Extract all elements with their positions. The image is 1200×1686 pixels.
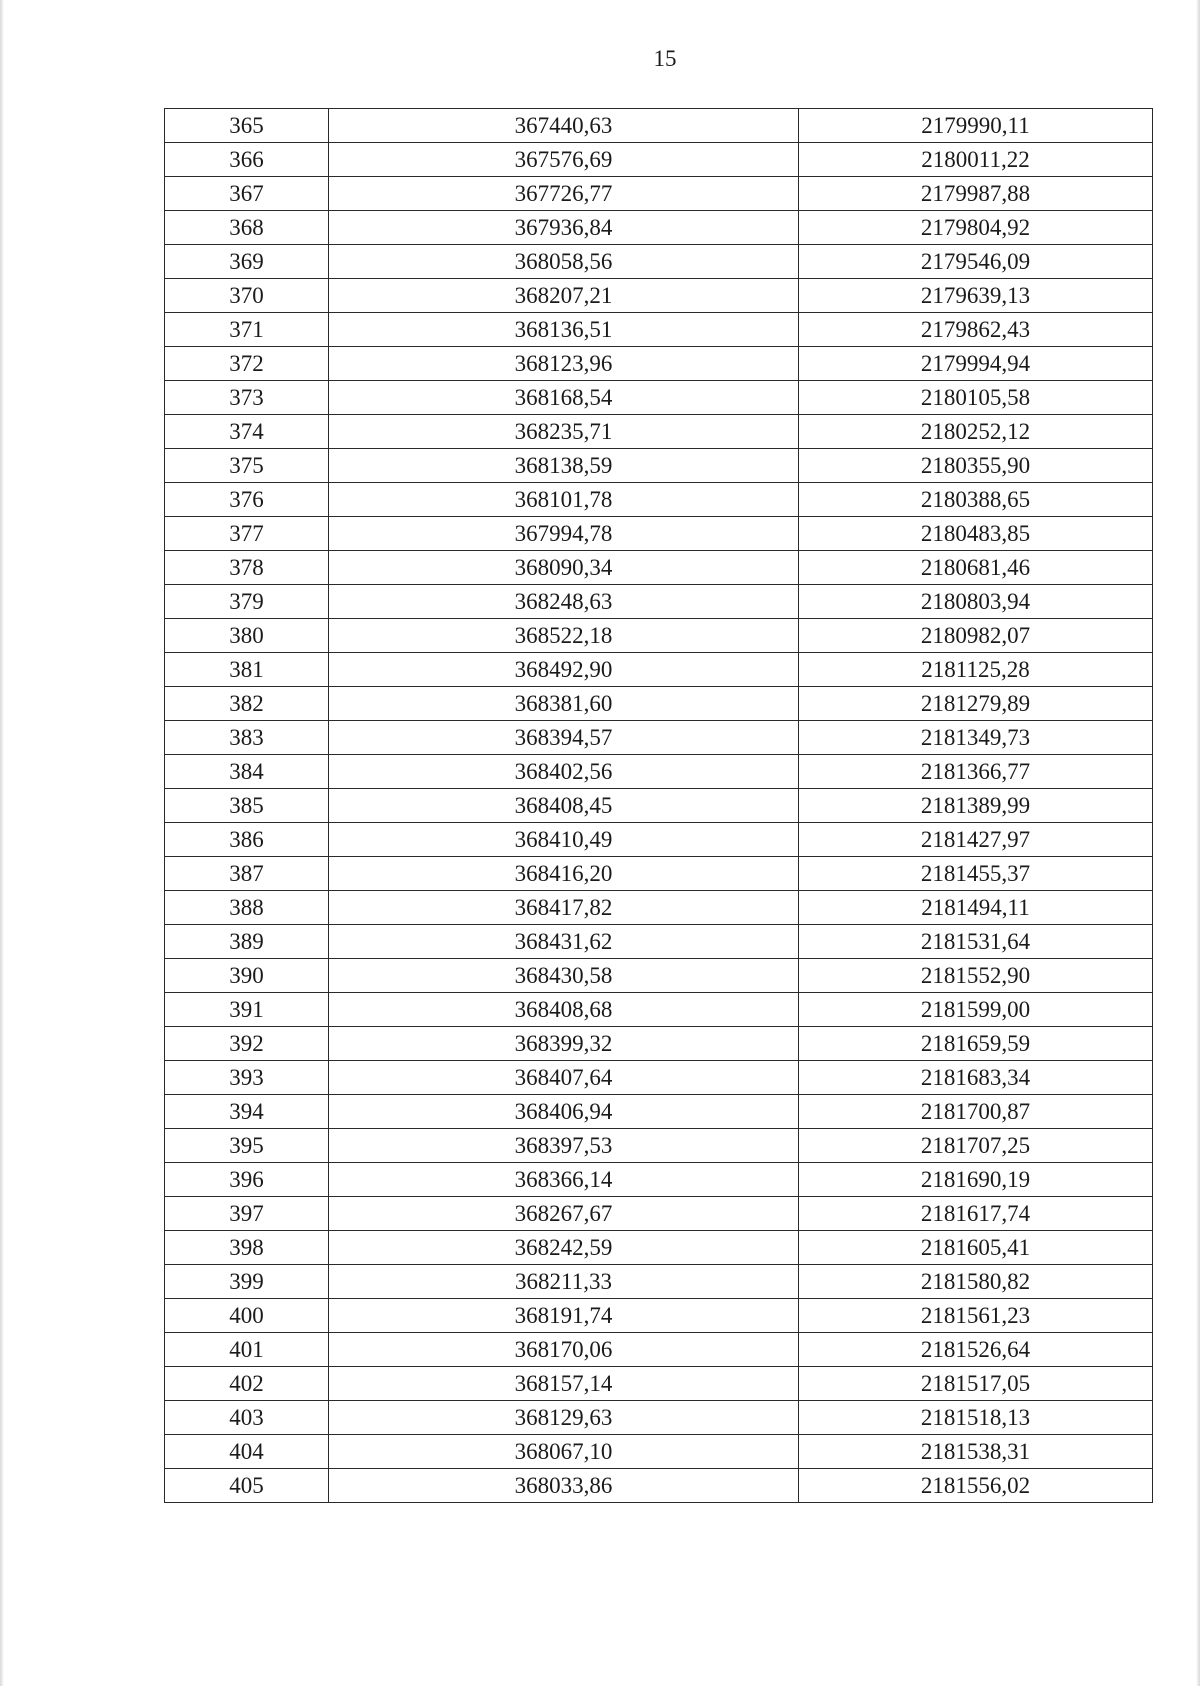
x-coordinate-cell: 368138,59 [329, 449, 799, 483]
table-row [165, 143, 1153, 177]
x-coordinate-cell: 368430,58 [329, 959, 799, 993]
y-coordinate-cell: 2181707,25 [799, 1129, 1153, 1163]
table-row [165, 109, 1153, 143]
table-row [165, 1197, 1153, 1231]
y-coordinate-cell: 2181517,05 [799, 1367, 1153, 1401]
y-coordinate-cell: 2180483,85 [799, 517, 1153, 551]
point-number-cell: 376 [165, 483, 329, 517]
coordinates-table [164, 108, 1153, 1503]
x-coordinate-cell: 368033,86 [329, 1469, 799, 1503]
point-number-cell: 391 [165, 993, 329, 1027]
x-coordinate-cell: 368207,21 [329, 279, 799, 313]
point-number-cell: 403 [165, 1401, 329, 1435]
point-number-cell: 367 [165, 177, 329, 211]
y-coordinate-cell: 2180982,07 [799, 619, 1153, 653]
y-coordinate-cell: 2181580,82 [799, 1265, 1153, 1299]
table-row [165, 449, 1153, 483]
table-row [165, 279, 1153, 313]
y-coordinate-cell: 2181556,02 [799, 1469, 1153, 1503]
point-number-cell: 398 [165, 1231, 329, 1265]
table-row [165, 1435, 1153, 1469]
point-number-cell: 365 [165, 109, 329, 143]
page-number: 15 [653, 46, 677, 71]
point-number-cell: 392 [165, 1027, 329, 1061]
table-row [165, 857, 1153, 891]
x-coordinate-cell: 368242,59 [329, 1231, 799, 1265]
point-number-cell: 390 [165, 959, 329, 993]
x-coordinate-cell: 367726,77 [329, 177, 799, 211]
table-row [165, 1401, 1153, 1435]
x-coordinate-cell: 368406,94 [329, 1095, 799, 1129]
point-number-cell: 389 [165, 925, 329, 959]
table-row [165, 1061, 1153, 1095]
x-coordinate-cell: 368408,45 [329, 789, 799, 823]
point-number-cell: 380 [165, 619, 329, 653]
table-row [165, 483, 1153, 517]
y-coordinate-cell: 2180105,58 [799, 381, 1153, 415]
table-row [165, 245, 1153, 279]
y-coordinate-cell: 2181659,59 [799, 1027, 1153, 1061]
x-coordinate-cell: 368431,62 [329, 925, 799, 959]
x-coordinate-cell: 367440,63 [329, 109, 799, 143]
scan-edge-right [1196, 0, 1200, 1686]
x-coordinate-cell: 368157,14 [329, 1367, 799, 1401]
point-number-cell: 397 [165, 1197, 329, 1231]
table-row [165, 823, 1153, 857]
y-coordinate-cell: 2181700,87 [799, 1095, 1153, 1129]
table-row [165, 1367, 1153, 1401]
point-number-cell: 368 [165, 211, 329, 245]
x-coordinate-cell: 368417,82 [329, 891, 799, 925]
point-number-cell: 399 [165, 1265, 329, 1299]
table-row [165, 1027, 1153, 1061]
y-coordinate-cell: 2179990,11 [799, 109, 1153, 143]
y-coordinate-cell: 2181494,11 [799, 891, 1153, 925]
table-row [165, 925, 1153, 959]
point-number-cell: 374 [165, 415, 329, 449]
y-coordinate-cell: 2179987,88 [799, 177, 1153, 211]
y-coordinate-cell: 2180011,22 [799, 143, 1153, 177]
y-coordinate-cell: 2181279,89 [799, 687, 1153, 721]
table-row [165, 1231, 1153, 1265]
point-number-cell: 377 [165, 517, 329, 551]
y-coordinate-cell: 2181552,90 [799, 959, 1153, 993]
table-row [165, 415, 1153, 449]
point-number-cell: 387 [165, 857, 329, 891]
y-coordinate-cell: 2179639,13 [799, 279, 1153, 313]
x-coordinate-cell: 368366,14 [329, 1163, 799, 1197]
y-coordinate-cell: 2179546,09 [799, 245, 1153, 279]
table-row [165, 1163, 1153, 1197]
x-coordinate-cell: 368235,71 [329, 415, 799, 449]
table-row [165, 177, 1153, 211]
table-row [165, 551, 1153, 585]
point-number-cell: 404 [165, 1435, 329, 1469]
point-number-cell: 386 [165, 823, 329, 857]
x-coordinate-cell: 368123,96 [329, 347, 799, 381]
point-number-cell: 366 [165, 143, 329, 177]
y-coordinate-cell: 2181605,41 [799, 1231, 1153, 1265]
x-coordinate-cell: 368267,67 [329, 1197, 799, 1231]
point-number-cell: 383 [165, 721, 329, 755]
y-coordinate-cell: 2181455,37 [799, 857, 1153, 891]
x-coordinate-cell: 368101,78 [329, 483, 799, 517]
y-coordinate-cell: 2180388,65 [799, 483, 1153, 517]
y-coordinate-cell: 2179994,94 [799, 347, 1153, 381]
point-number-cell: 396 [165, 1163, 329, 1197]
x-coordinate-cell: 368211,33 [329, 1265, 799, 1299]
x-coordinate-cell: 368058,56 [329, 245, 799, 279]
point-number-cell: 385 [165, 789, 329, 823]
table-row [165, 755, 1153, 789]
y-coordinate-cell: 2181683,34 [799, 1061, 1153, 1095]
table-row [165, 891, 1153, 925]
table-row [165, 313, 1153, 347]
y-coordinate-cell: 2181617,74 [799, 1197, 1153, 1231]
x-coordinate-cell: 368191,74 [329, 1299, 799, 1333]
y-coordinate-cell: 2181427,97 [799, 823, 1153, 857]
y-coordinate-cell: 2179862,43 [799, 313, 1153, 347]
point-number-cell: 381 [165, 653, 329, 687]
x-coordinate-cell: 368170,06 [329, 1333, 799, 1367]
point-number-cell: 369 [165, 245, 329, 279]
point-number-cell: 372 [165, 347, 329, 381]
table-row [165, 1469, 1153, 1503]
coordinates-table-body [165, 109, 1153, 1503]
x-coordinate-cell: 368067,10 [329, 1435, 799, 1469]
point-number-cell: 402 [165, 1367, 329, 1401]
x-coordinate-cell: 368416,20 [329, 857, 799, 891]
table-row [165, 959, 1153, 993]
table-row [165, 1333, 1153, 1367]
x-coordinate-cell: 368522,18 [329, 619, 799, 653]
table-row [165, 347, 1153, 381]
table-row [165, 1129, 1153, 1163]
y-coordinate-cell: 2181518,13 [799, 1401, 1153, 1435]
y-coordinate-cell: 2181389,99 [799, 789, 1153, 823]
point-number-cell: 382 [165, 687, 329, 721]
table-row [165, 993, 1153, 1027]
x-coordinate-cell: 368168,54 [329, 381, 799, 415]
point-number-cell: 393 [165, 1061, 329, 1095]
y-coordinate-cell: 2181366,77 [799, 755, 1153, 789]
x-coordinate-cell: 368397,53 [329, 1129, 799, 1163]
x-coordinate-cell: 368407,64 [329, 1061, 799, 1095]
y-coordinate-cell: 2181538,31 [799, 1435, 1153, 1469]
table-row [165, 653, 1153, 687]
x-coordinate-cell: 368402,56 [329, 755, 799, 789]
table-row [165, 517, 1153, 551]
y-coordinate-cell: 2181599,00 [799, 993, 1153, 1027]
point-number-cell: 405 [165, 1469, 329, 1503]
x-coordinate-cell: 367936,84 [329, 211, 799, 245]
y-coordinate-cell: 2180355,90 [799, 449, 1153, 483]
table-row [165, 619, 1153, 653]
point-number-cell: 388 [165, 891, 329, 925]
point-number-cell: 394 [165, 1095, 329, 1129]
y-coordinate-cell: 2180681,46 [799, 551, 1153, 585]
x-coordinate-cell: 368408,68 [329, 993, 799, 1027]
scan-edge-left [0, 0, 4, 1686]
point-number-cell: 375 [165, 449, 329, 483]
point-number-cell: 378 [165, 551, 329, 585]
table-row [165, 687, 1153, 721]
x-coordinate-cell: 368492,90 [329, 653, 799, 687]
table-row [165, 1265, 1153, 1299]
y-coordinate-cell: 2181125,28 [799, 653, 1153, 687]
table-row [165, 211, 1153, 245]
y-coordinate-cell: 2181526,64 [799, 1333, 1153, 1367]
point-number-cell: 400 [165, 1299, 329, 1333]
x-coordinate-cell: 368129,63 [329, 1401, 799, 1435]
x-coordinate-cell: 367576,69 [329, 143, 799, 177]
table-row [165, 721, 1153, 755]
point-number-cell: 395 [165, 1129, 329, 1163]
table-row [165, 1299, 1153, 1333]
y-coordinate-cell: 2180803,94 [799, 585, 1153, 619]
y-coordinate-cell: 2181349,73 [799, 721, 1153, 755]
table-row [165, 585, 1153, 619]
table-row [165, 381, 1153, 415]
x-coordinate-cell: 368381,60 [329, 687, 799, 721]
x-coordinate-cell: 368410,49 [329, 823, 799, 857]
point-number-cell: 379 [165, 585, 329, 619]
x-coordinate-cell: 368248,63 [329, 585, 799, 619]
y-coordinate-cell: 2179804,92 [799, 211, 1153, 245]
y-coordinate-cell: 2181531,64 [799, 925, 1153, 959]
x-coordinate-cell: 368090,34 [329, 551, 799, 585]
point-number-cell: 371 [165, 313, 329, 347]
x-coordinate-cell: 368394,57 [329, 721, 799, 755]
table-row [165, 789, 1153, 823]
table-row [165, 1095, 1153, 1129]
point-number-cell: 401 [165, 1333, 329, 1367]
x-coordinate-cell: 367994,78 [329, 517, 799, 551]
y-coordinate-cell: 2180252,12 [799, 415, 1153, 449]
y-coordinate-cell: 2181690,19 [799, 1163, 1153, 1197]
point-number-cell: 373 [165, 381, 329, 415]
y-coordinate-cell: 2181561,23 [799, 1299, 1153, 1333]
point-number-cell: 384 [165, 755, 329, 789]
point-number-cell: 370 [165, 279, 329, 313]
x-coordinate-cell: 368399,32 [329, 1027, 799, 1061]
x-coordinate-cell: 368136,51 [329, 313, 799, 347]
